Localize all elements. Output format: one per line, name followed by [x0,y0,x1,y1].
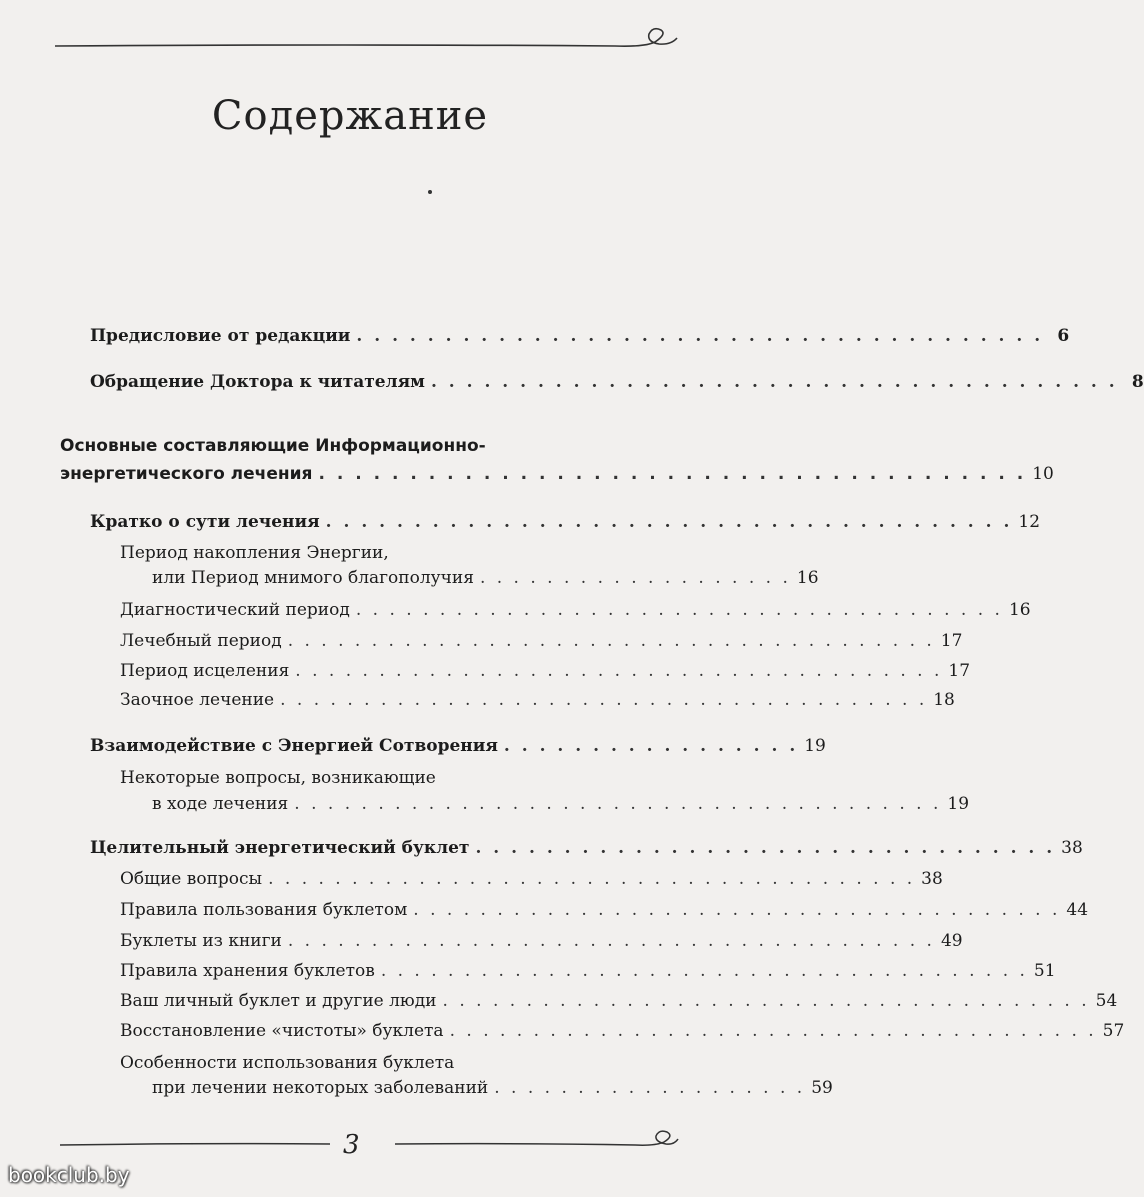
toc-entry-healing[interactable]: Период исцеления . . . . . . . . . . . . . . . . . . . . . . . . . . . . . . . . . . . . . . . 17 [120,661,971,681]
toc-entry-general[interactable]: Общие вопросы . . . . . . . . . . . . . . . . . . . . . . . . . . . . . . . . . . . . . . . 38 [120,869,943,889]
toc-entry-preface[interactable]: Предисловие от редакции . . . . . . . . . . . . . . . . . . . . . . . . . . . . . . . . . . . . . . . 6 [90,326,1070,346]
toc-entry-address[interactable]: Обращение Доктора к читателям . . . . . . . . . . . . . . . . . . . . . . . . . . . . . . . . . . . . . . . 8 [90,372,1144,392]
toc-entry-components[interactable]: энергетического лечения . . . . . . . . . . . . . . . . . . . . . . . . . . . . . . . . . . . . . . . 10 [60,464,1054,484]
toc-entry-rules-use[interactable]: Правила пользования буклетом . . . . . . . . . . . . . . . . . . . . . . . . . . . . . . . . . . . . . . . 44 [120,900,1089,920]
toc-entry-special-line1[interactable]: Особенности использования буклета [120,1053,455,1073]
toc-entry-rules-store[interactable]: Правила хранения буклетов . . . . . . . . . . . . . . . . . . . . . . . . . . . . . . . . . . . . . . . 51 [120,961,1056,981]
page-title: Содержание [211,93,489,139]
stray-dot [428,190,432,194]
toc-entry-accumulation[interactable]: или Период мнимого благополучия . . . . . . . . . . . . . . . . . . . 16 [152,568,819,588]
toc-entry-questions-line1[interactable]: Некоторые вопросы, возникающие [120,768,436,788]
toc-entry-personal[interactable]: Ваш личный буклет и другие люди . . . . . . . . . . . . . . . . . . . . . . . . . . . . . . . . . . . . . . . 54 [120,991,1118,1011]
toc-entry-restore[interactable]: Восстановление «чистоты» буклета . . . . . . . . . . . . . . . . . . . . . . . . . . . . . . . . . . . . . . . 57 [120,1021,1125,1041]
toc-entry-interaction[interactable]: Взаимодействие с Энергией Сотворения . . . . . . . . . . . . . . . . . 19 [90,736,826,756]
toc-entry-remote[interactable]: Заочное лечение . . . . . . . . . . . . . . . . . . . . . . . . . . . . . . . . . . . . . . . 18 [120,690,955,710]
toc-entry-diagnostic[interactable]: Диагностический период . . . . . . . . . . . . . . . . . . . . . . . . . . . . . . . . . . . . . . . 16 [120,600,1031,620]
top-ornament-rule [55,18,680,58]
toc-entry-components-line1[interactable]: Основные составляющие Информационно- [60,436,486,456]
toc-entry-special[interactable]: при лечении некоторых заболеваний . . . . . . . . . . . . . . . . . . . 59 [152,1078,833,1098]
toc-entry-booklet[interactable]: Целительный энергетический буклет . . . . . . . . . . . . . . . . . . . . . . . . . . . . . . . . . 38 [90,838,1083,858]
toc-entry-from-book[interactable]: Буклеты из книги . . . . . . . . . . . . . . . . . . . . . . . . . . . . . . . . . . . . . . . 49 [120,931,963,951]
toc-entry-accumulation-line1[interactable]: Период накопления Энергии, [120,543,389,563]
toc-entry-questions[interactable]: в ходе лечения . . . . . . . . . . . . . . . . . . . . . . . . . . . . . . . . . . . . . . . 19 [152,794,970,814]
watermark-logo: bookclub.by [8,1163,130,1187]
bottom-ornament-rule [60,1125,680,1165]
toc-entry-essence[interactable]: Кратко о сути лечения . . . . . . . . . . . . . . . . . . . . . . . . . . . . . . . . . . . . . . . 12 [90,512,1041,532]
page-number: 3 [337,1130,366,1160]
toc-entry-treatment[interactable]: Лечебный период . . . . . . . . . . . . . . . . . . . . . . . . . . . . . . . . . . . . . . . 17 [120,631,963,651]
